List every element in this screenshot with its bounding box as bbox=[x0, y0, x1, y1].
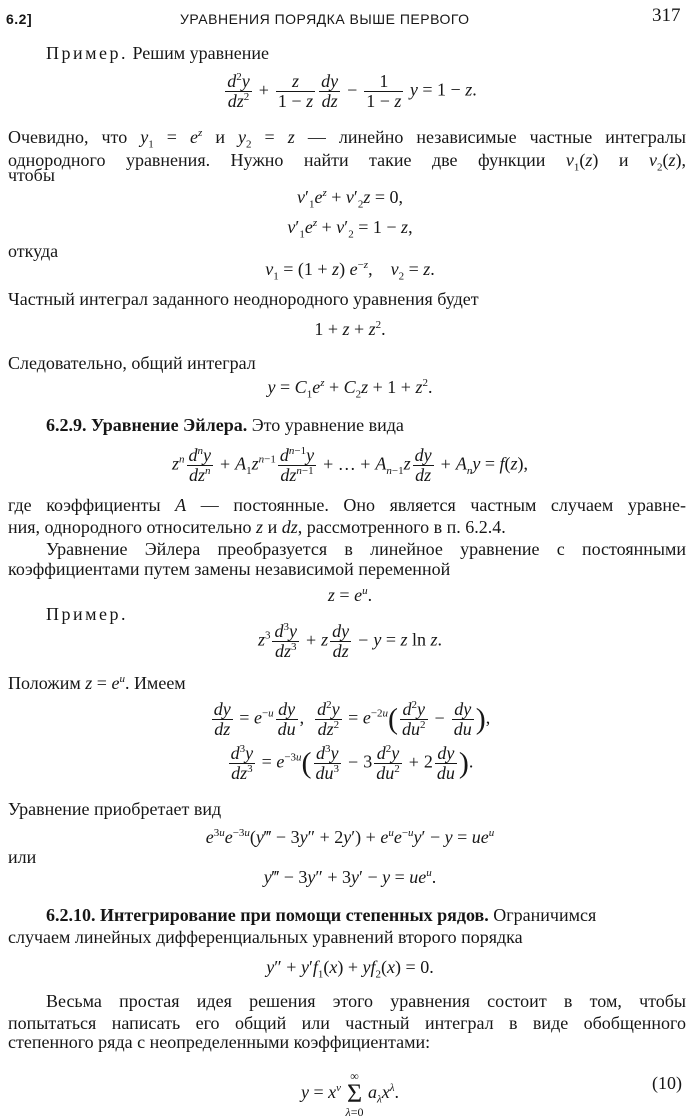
text-line: Очевидно, что $y_1 = e^z$ и $y_2 = z$ — линейно независимые частные интегралы bbox=[8, 127, 687, 151]
text-line: Весьма простая идея решения этого уравнения состоит в том, чтобы bbox=[46, 991, 686, 1011]
equation-3: $v'_1e^z + v'_2 = 1 - z$, bbox=[287, 217, 413, 241]
section-ref: 6.2] bbox=[6, 11, 33, 27]
equation-2: $v'_1e^z + v'_2z = 0$, bbox=[297, 187, 403, 211]
text-line: однородного уравнения. Нужно найти такие две функции $v_1(z)$ и $v_2(z)$, bbox=[8, 150, 686, 174]
text-line: Положим $z = e^u$. Имеем bbox=[8, 673, 186, 693]
text-line: коэффициентами путем замены независимой переменной bbox=[8, 559, 451, 579]
equation-4: $v_1 = (1 + z)$ $e^{-z}$, $v_2 = z$. bbox=[265, 259, 435, 283]
text-line: где коэффициенты A — постоянные. Оно является частным случаем уравне- bbox=[8, 495, 686, 515]
example-intro: Решим уравнение bbox=[132, 43, 270, 63]
text-line: или bbox=[8, 847, 37, 867]
text-line: Следовательно, общий интеграл bbox=[8, 353, 256, 373]
text-line: Уравнение приобретает вид bbox=[8, 799, 222, 819]
section-title: Уравнение Эйлера. bbox=[91, 415, 248, 435]
equation-number: (10) bbox=[652, 1073, 682, 1093]
text-line: чтобы bbox=[8, 165, 55, 185]
equation-result: y‴ − $3y'' + 3y' - y = ue^u$. bbox=[263, 867, 437, 887]
text-line: Уравнение Эйлера преобразуется в линейное уравнение с постоянными bbox=[46, 539, 686, 559]
text-line: откуда bbox=[8, 241, 59, 261]
text-line: степенного ряда с неопределенными коэффициентами: bbox=[8, 1032, 431, 1052]
text-line: попытаться написать его общий или частный интеграл в виде обобщенного bbox=[8, 1013, 686, 1033]
running-title: УРАВНЕНИЯ ПОРЯДКА ВЫШЕ ПЕРВОГО bbox=[180, 11, 470, 27]
section-heading bbox=[46, 414, 404, 436]
text-line: Частный интеграл заданного неоднородного уравнения будет bbox=[8, 289, 479, 309]
section-intro: Ограничимся bbox=[493, 905, 597, 925]
equation-derivatives-1: $\frac{dy}{dz}$ = $e^{-u}$ $\frac{dy}{du}$ , $\frac{d^2y}{dz^2}$ = $e^{-2u}$( $\frac{d^2y}{du^2}$ − $\frac{dy}{du}$ ), bbox=[213, 699, 491, 739]
page-number: 317 bbox=[652, 5, 681, 26]
text-line: ния, однородного относительно z и dz, рассмотренного в п. 6.2.4. bbox=[8, 517, 506, 537]
equation-example2: $z^3$ $\frac{d^3y}{dz^3}$ + z $\frac{dy}{dz}$ − y = z ln z. bbox=[257, 621, 443, 661]
equation-6: $y = C_1e^z + C_2z + 1 + z^2$. bbox=[267, 377, 433, 401]
text-line: случаем линейных дифференциальных уравнений второго порядка bbox=[8, 927, 523, 947]
equation-derivatives-2: $\frac{d^3y}{dz^3}$ = $e^{-3u}$( $\frac{d^3y}{du^3}$ − 3 $\frac{d^2y}{du^2}$ + 2 $\frac{dy}{du}$ ). bbox=[230, 743, 474, 783]
section-number: 6.2.9. bbox=[46, 415, 87, 435]
equation-5: $1 + z + z^2$. bbox=[314, 319, 386, 339]
example-label: Пример. bbox=[46, 604, 129, 624]
equation-series: $y = x^\nu$ ∞ Σ λ=0 $a_\lambda x^\lambda$. bbox=[300, 1069, 400, 1119]
equation-euler: $z^n$ $d^ny$ $dz^n$ + $A_1z^{n-1}$ $d^{n-1}y$ $dz^{n-1}$ + … + $A_{n-1}z$ $\frac{dy}{dz}$ + $A_ny = f(z)$, bbox=[171, 445, 528, 485]
section-heading bbox=[46, 904, 686, 926]
equation-second-order: $y'' + y'f_1(x) + yf_2(x) = 0$. bbox=[266, 957, 434, 981]
equation-substitution: $z = e^u$. bbox=[327, 585, 373, 605]
section-number: 6.2.10. bbox=[46, 905, 96, 925]
example-label: Пример. bbox=[46, 43, 129, 63]
equation-transformed: $e^{3u}e^{-3u}(y‴ - 3y'' + 2y') + e^ue^{-u}y' - y = ue^u$ bbox=[205, 827, 495, 847]
section-title: Интегрирование при помощи степенных рядов. bbox=[100, 905, 489, 925]
section-intro: Это уравнение вида bbox=[251, 415, 404, 435]
example-paragraph bbox=[46, 42, 269, 64]
equation-1: $\frac{d^2y}{dz^2}$ + $\frac{z}{1 - z}$ $\frac{dy}{dz}$ − $\frac{1}{1 - z}$ y = 1 − z. bbox=[227, 71, 477, 111]
